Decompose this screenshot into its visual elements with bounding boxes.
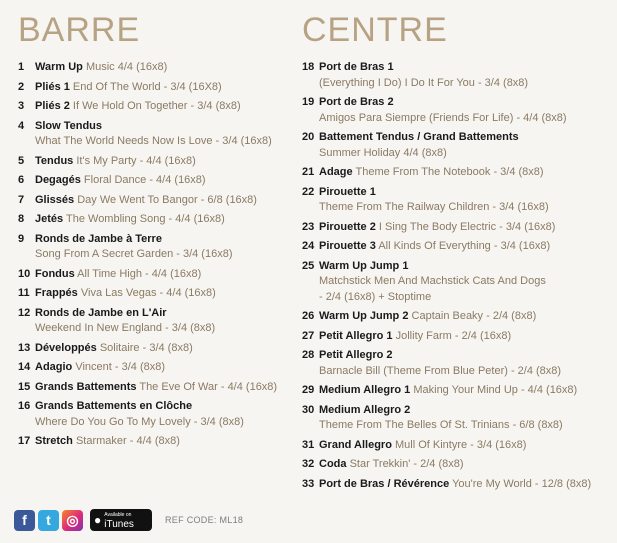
track-item	[18, 399, 300, 430]
barre-column	[18, 0, 300, 454]
track-title: Tendus	[35, 154, 74, 167]
track-song: Solitaire - 3/4 (8x8)	[99, 341, 193, 354]
track-number: 13	[18, 341, 31, 354]
track-title: Warm Up	[35, 61, 83, 73]
track-number: 12	[18, 306, 31, 319]
track-number: 2	[18, 80, 25, 93]
track-title: Adagio	[35, 361, 73, 373]
track-item	[18, 80, 300, 96]
track-number: 31	[302, 438, 315, 451]
track-title: Glissés	[35, 193, 75, 206]
track-title: Adage	[319, 166, 353, 178]
track-song: Captain Beaky - 2/4 (8x8)	[411, 310, 537, 322]
track-title: Stretch	[35, 435, 73, 447]
track-number: 11	[18, 287, 30, 299]
track-song: Matchstick Men And Machstick Cats And Dogs	[319, 275, 546, 287]
barre-heading: BARRE	[18, 11, 141, 49]
track-number: 20	[302, 131, 315, 143]
itunes-small-text: Available on	[104, 511, 132, 518]
track-number: 4	[18, 119, 25, 132]
track-number: 15	[18, 380, 31, 393]
centre-heading: CENTRE	[302, 11, 448, 49]
track-song: Barnacle Bill (Theme From Blue Peter) - 2/4 (8x8)	[319, 364, 562, 377]
track-title: Degagés	[35, 174, 81, 186]
instagram-icon[interactable]: ◎	[62, 510, 83, 531]
track-item	[18, 434, 300, 450]
track-title: Medium Allegro 2	[319, 403, 411, 416]
track-title: Port de Bras 2	[319, 96, 394, 108]
track-number: 7	[18, 193, 25, 206]
twitter-icon[interactable]: t	[38, 510, 59, 531]
track-song: Music 4/4 (16x8)	[85, 61, 168, 73]
track-song: Floral Dance - 4/4 (16x8)	[83, 174, 206, 186]
track-song: The Eve Of War - 4/4 (16x8)	[139, 380, 278, 393]
track-number: 8	[18, 213, 25, 225]
track-item	[18, 306, 300, 337]
track-item	[18, 341, 300, 357]
track-song: Starmaker - 4/4 (8x8)	[75, 435, 180, 447]
track-item	[18, 232, 300, 263]
track-number: 10	[18, 267, 31, 280]
track-item	[302, 185, 614, 216]
track-song: If We Hold On Together - 3/4 (8x8)	[72, 100, 241, 112]
track-item	[302, 457, 614, 473]
track-song: Vincent - 3/4 (8x8)	[75, 361, 166, 373]
barre-track-list	[18, 60, 300, 450]
track-item	[302, 220, 614, 236]
track-number: 1	[18, 61, 25, 73]
track-song: Mull Of Kintyre - 3/4 (16x8)	[395, 438, 527, 451]
track-item	[302, 60, 614, 91]
track-title: Warm Up Jump 1	[319, 259, 409, 272]
track-item	[302, 329, 614, 345]
track-item	[18, 173, 300, 189]
track-song: It's My Party - 4/4 (16x8)	[76, 154, 196, 167]
track-number: 3	[18, 100, 25, 112]
track-number: 28	[302, 349, 315, 361]
track-title: Jetés	[35, 213, 64, 225]
track-song: Amigos Para Siempre (Friends For Life) - 4/4 (8x8)	[319, 111, 567, 124]
track-title: Petit Allegro 2	[319, 349, 393, 361]
track-title: Grands Battements en Clôche	[35, 400, 193, 412]
track-title: Pliés 1	[35, 80, 70, 93]
track-item	[302, 259, 614, 306]
itunes-badge[interactable]	[90, 509, 152, 531]
track-number: 19	[302, 96, 315, 108]
track-song: The Wombling Song - 4/4 (16x8)	[66, 213, 225, 225]
track-title: Fondus	[35, 267, 75, 280]
track-item	[302, 239, 614, 255]
track-item	[18, 60, 300, 76]
track-number: 17	[18, 435, 31, 447]
centre-column	[302, 0, 614, 496]
track-song: (Everything I Do) I Do It For You - 3/4 (8x8)	[319, 76, 529, 89]
track-number: 18	[302, 61, 315, 73]
track-title: Grands Battements	[35, 380, 137, 393]
track-title: Grand Allegro	[319, 438, 392, 451]
track-song: Song From A Secret Garden - 3/4 (16x8)	[35, 248, 233, 260]
track-song: All Kinds Of Everything - 3/4 (16x8)	[378, 240, 551, 252]
track-title: Pirouette 1	[319, 185, 376, 198]
centre-track-list	[302, 60, 614, 492]
track-song: Viva Las Vegas - 4/4 (16x8)	[80, 287, 216, 299]
track-item	[302, 383, 614, 399]
track-title: Port de Bras / Révérence	[319, 477, 450, 490]
track-title: Petit Allegro 1	[319, 329, 393, 342]
track-number: 5	[18, 154, 25, 167]
track-song: Jollity Farm - 2/4 (16x8)	[395, 329, 512, 342]
itunes-big-text: iTunes	[104, 518, 134, 530]
track-title: Frappés	[35, 287, 78, 299]
track-title: Développés	[35, 341, 97, 354]
track-song: Where Do You Go To My Lovely - 3/4 (8x8)	[35, 415, 244, 428]
track-item	[18, 154, 300, 170]
track-title: Pliés 2	[35, 100, 70, 112]
track-number: 29	[302, 384, 315, 396]
track-title: Ronds de Jambe en L'Air	[35, 306, 167, 319]
track-song: Star Trekkin' - 2/4 (8x8)	[349, 458, 464, 470]
track-item	[302, 348, 614, 379]
track-title: Battement Tendus / Grand Battements	[319, 131, 519, 143]
track-title: Pirouette 2	[319, 220, 376, 233]
track-number: 33	[302, 477, 315, 490]
track-song: I Sing The Body Electric - 3/4 (16x8)	[378, 220, 556, 233]
track-title: Coda	[319, 458, 347, 470]
track-song: What The World Needs Now Is Love - 3/4 (16x8)	[35, 135, 272, 147]
track-item	[18, 193, 300, 209]
track-song: Theme From The Railway Children - 3/4 (16x8)	[319, 201, 549, 213]
track-number: 14	[18, 361, 31, 373]
footer	[14, 509, 243, 531]
track-song: All Time High - 4/4 (16x8)	[77, 267, 202, 280]
track-number: 23	[302, 220, 315, 233]
track-song: Weekend In New England - 3/4 (8x8)	[35, 322, 216, 334]
track-item	[18, 212, 300, 228]
track-number: 27	[302, 329, 315, 342]
track-item	[302, 95, 614, 126]
track-item	[302, 403, 614, 434]
track-item	[18, 119, 300, 150]
track-song: You're My World - 12/8 (8x8)	[452, 477, 592, 490]
track-song-continued: - 2/4 (16x8) + Stoptime	[319, 290, 432, 303]
track-item	[302, 438, 614, 454]
track-song: Summer Holiday 4/4 (8x8)	[319, 146, 447, 159]
track-song: Making Your Mind Up - 4/4 (16x8)	[413, 384, 578, 396]
track-song: Theme From The Belles Of St. Trinians - 6/8 (8x8)	[319, 419, 563, 431]
track-number: 30	[302, 403, 315, 416]
track-item	[18, 99, 300, 115]
track-number: 6	[18, 174, 25, 186]
track-item	[18, 286, 300, 302]
track-item	[302, 309, 614, 325]
track-number: 32	[302, 458, 315, 470]
facebook-icon[interactable]: f	[14, 510, 35, 531]
track-item	[302, 477, 614, 493]
track-number: 22	[302, 185, 315, 198]
track-song: Theme From The Notebook - 3/4 (8x8)	[355, 166, 544, 178]
track-title: Medium Allegro 1	[319, 384, 411, 396]
track-title: Ronds de Jambe à Terre	[35, 232, 162, 245]
apple-icon: ●	[94, 513, 102, 527]
track-item	[18, 380, 300, 396]
track-item	[302, 165, 614, 181]
track-number: 25	[302, 259, 315, 272]
track-title: Warm Up Jump 2	[319, 310, 409, 322]
track-number: 24	[302, 240, 315, 252]
track-item	[302, 130, 614, 161]
track-number: 26	[302, 310, 315, 322]
track-song: End Of The World - 3/4 (16X8)	[72, 80, 222, 93]
track-title: Port de Bras 1	[319, 61, 394, 73]
track-number: 21	[302, 166, 315, 178]
track-number: 16	[18, 400, 31, 412]
track-number: 9	[18, 232, 25, 245]
ref-code: REF CODE: ML18	[165, 515, 244, 525]
track-item	[18, 267, 300, 283]
track-song: Day We Went To Bangor - 6/8 (16x8)	[77, 193, 257, 206]
track-title: Pirouette 3	[319, 240, 376, 252]
track-item	[18, 360, 300, 376]
track-title: Slow Tendus	[35, 119, 103, 132]
